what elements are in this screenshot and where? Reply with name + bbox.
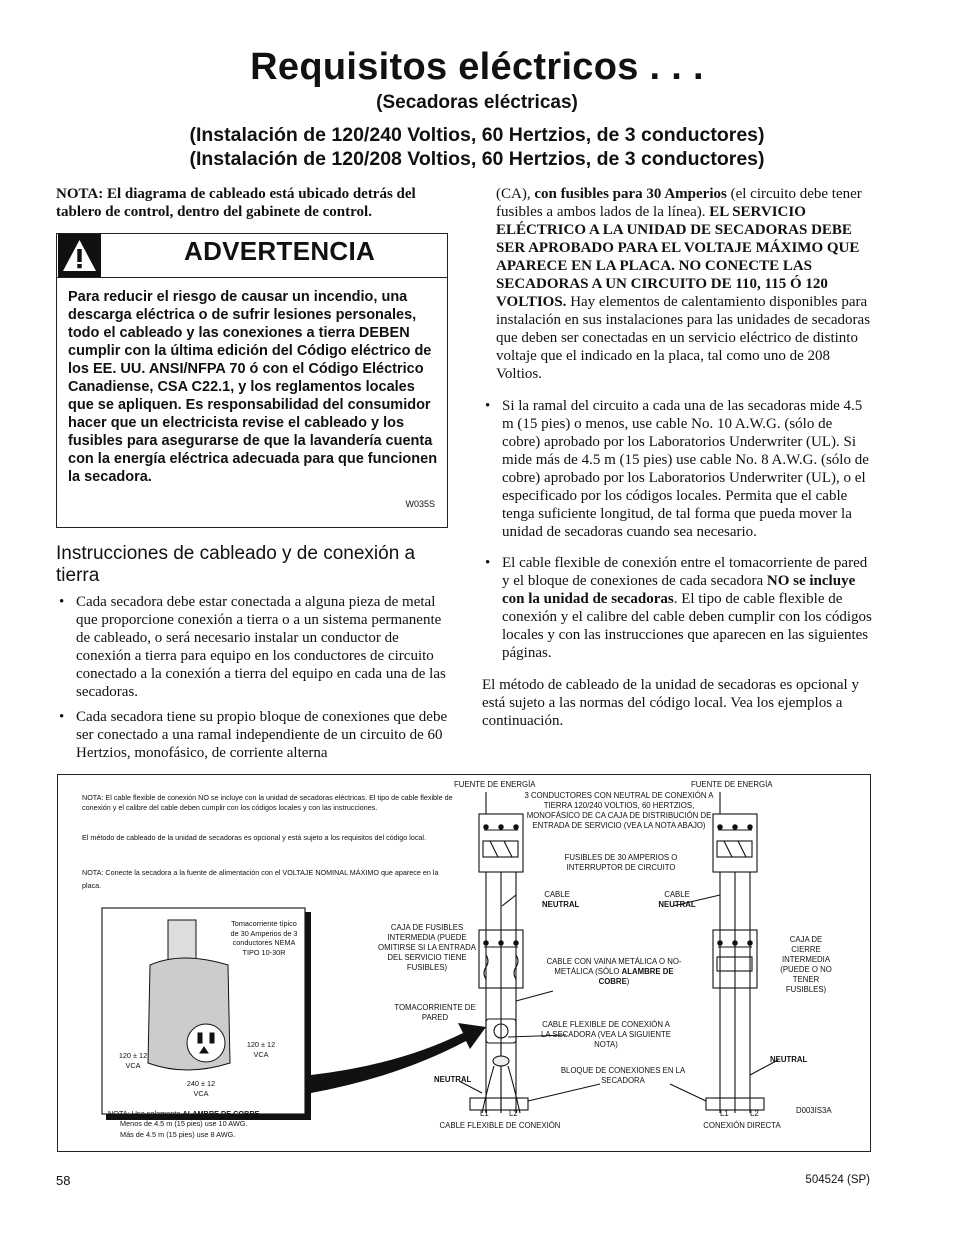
warning-title: ADVERTENCIA — [184, 236, 376, 266]
wall-outlet-label: TOMACORRIENTE DE PARED — [394, 1003, 476, 1022]
neutral-cable-left-label — [542, 890, 580, 910]
diagram-code: D003IS3A — [796, 1106, 832, 1115]
text-run-bold: ALAMBRE DE COBRE — [598, 967, 674, 986]
closure-box-label: CAJA DE CIERRE INTERMEDIA (PUEDE O NO TENER FUSIBLES) — [780, 935, 832, 994]
text-run-bold: EL SERVICIO ELÉCTRICO A LA UNIDAD DE SECADORAS DEBE SER APROBADO PARA EL VOLTAJE MÁXIMO QUE APARECE EN LA PLACA. NO CONECTE LAS SECADORAS A UN CIRCUITO DE 110, 115 Ó 120 VOLTIOS. — [496, 204, 860, 310]
continued-paragraph — [482, 185, 872, 383]
power-source-left: FUENTE DE ENERGÍA — [454, 780, 536, 789]
l1-right-label: L1 — [720, 1109, 729, 1118]
copper-wire-note — [108, 1109, 388, 1119]
warning-text: Para reducir el riesgo de causar un incendio, una descarga eléctrica o de sufrir lesiones personales, todo el cableado y las conexiones a tierra DEBEN cumplir con la última edición del Código eléctrico de los EE. UU. ANSI/NFPA 70 ó con el Código Eléctrico Canadiense, CSA C22.1, y los reglamentos locales que se apliquen. Es responsabilidad del consumidor hacer que un electricista revise el cableado y los fusibles para asegurarse de que la lavandería cuenta con la energía eléctrica adecuada para que funcionen la secadora. — [68, 289, 438, 485]
text-run-bold: ALAMBRE DE COBRE — [182, 1109, 260, 1118]
list-item: • Cada secadora tiene su propio bloque de conexiones que debe ser conectado a una ramal independiente de un circuito de 60 Hertzios, monofásico, de corriente alterna — [59, 709, 448, 761]
text-run: (el circuito debe tener fusibles a ambos lados de la línea). — [496, 186, 862, 220]
text-run: . — [259, 1109, 262, 1118]
receptacle-label: Tomacorriente típico de 30 Amperios de 3 conductores NEMA TIPO 10-30R — [230, 919, 298, 957]
l2-right-label: L2 — [750, 1109, 759, 1118]
page-number: 58 — [56, 1173, 71, 1188]
install-line-240: (Instalación de 120/240 Voltios, 60 Hertzios, de 3 conductores) — [189, 124, 765, 146]
install-line-208: (Instalación de 120/208 Voltios, 60 Hertzios, de 3 conductores) — [189, 148, 765, 170]
copper-wire-note-line3: Más de 4.5 m (15 pies) use 8 AWG. — [120, 1130, 236, 1139]
text-run: El cable flexible de conexión entre el tomacorriente de pared y el bloque de conexiones de cada secadora — [502, 555, 868, 589]
text-run-bold: NO se incluye con la unidad de secadoras — [502, 573, 856, 607]
warning-box — [56, 233, 448, 528]
list-item: • El cable flexible de conexión entre el tomacorriente de pared y el bloque de conexiones de cada secadora NO se incluye con la unidad de secadoras. El tipo de cable flexible de conexión y el calibre del cable deben cumplir con los códigos locales y con las instrucciones que aparecen en las siguientes páginas. — [485, 555, 872, 661]
neutral-cable-right-label — [652, 890, 702, 910]
text-line: NEUTRAL — [542, 900, 580, 909]
sheathed-cable-label — [544, 957, 684, 987]
closing-paragraph: El método de cableado de la unidad de secadoras es opcional y está sujeto a las normas del código local. Vea los ejemplos a continuación. — [482, 677, 859, 729]
page-title: Requisitos eléctricos . . . — [250, 46, 704, 88]
fuse-30a-label: FUSIBLES DE 30 AMPERIOS O INTERRUPTOR DE CIRCUITO — [564, 853, 678, 872]
text-run: . El tipo de cable flexible de conexión y el calibre del cable deben cumplir con los códigos locales y con las instrucciones que aparecen en las siguientes páginas. — [502, 591, 872, 661]
list-item: • Cada secadora debe estar conectada a alguna pieza de metal que proporcione conexión a tierra o a un sistema permanente de cableado, o será necesario instalar un conductor de conexión a tierra para equipo en los conductores de circuito conectado a la conexión a tierra del equipo en cada una de las secadoras. — [59, 594, 446, 700]
bullet-text: Cada secadora tiene su propio bloque de conexiones que debe ser conectado a una ramal independiente de un circuito de 60 Hertzios, monofásico, de corriente alterna — [76, 709, 448, 761]
l2-left-label: L2 — [509, 1109, 518, 1118]
text-line: CABLE — [544, 890, 570, 899]
flex-cable-label: CABLE FLEXIBLE DE CONEXIÓN A LA SECADORA (VEA LA SIGUIENTE NOTA) — [541, 1020, 671, 1049]
text-line: NEUTRAL — [658, 900, 696, 909]
power-source-right: FUENTE DE ENERGÍA — [691, 780, 773, 789]
neutral-right-label: NEUTRAL — [770, 1055, 808, 1064]
flex-cable-caption: CABLE FLEXIBLE DE CONEXIÓN — [439, 1121, 561, 1130]
wiring-diagram — [57, 774, 871, 1152]
list-item: • Si la ramal del circuito a cada una de las secadoras mide 4.5 m (15 pies) o menos, use cable No. 10 A.W.G. (sólo de cobre) aprobado por los Laboratorios Underwriter (UL). Si mide más de 4.5 m (15 pies) use cable No. 8 A.W.G. (sólo de cobre) aprobado por los Laboratorios Underwriter (UL), o el especificado por los códigos locales. Permita que el cable tenga suficiente longitud, de tal forma que pueda mover la unidad de secadoras cuando sea necesario. — [485, 398, 869, 540]
left-column — [56, 185, 448, 769]
terminal-block-label: BLOQUE DE CONEXIONES EN LA SECADORA — [560, 1066, 686, 1085]
text-run: Hay elementos de calentamiento disponibles para instalación en sus instalaciones para las unidades de secadoras que deben ser conectadas en un servicio eléctrico de distinto voltaje que el indicado en la placa, tal como uno de 208 Voltios. — [496, 294, 871, 382]
section-heading: Instrucciones de cableado y de conexión a tierra — [56, 543, 416, 586]
text-run-bold: con fusibles para 30 Amperios — [534, 186, 727, 202]
warning-code: W035S — [405, 499, 435, 509]
direct-connection-caption: CONEXIÓN DIRECTA — [703, 1121, 781, 1130]
diagram-note-method: El método de cableado de la unidad de secadoras es opcional y está sujeto a los requisitos del código local. — [82, 833, 427, 842]
page-subtitle: (Secadoras eléctricas) — [376, 92, 578, 113]
warning-triangle-icon — [58, 234, 101, 277]
copper-wire-note-line2: Menos de 4.5 m (15 pies) use 10 AWG. — [120, 1119, 248, 1128]
right-column — [482, 185, 872, 738]
voltage-240: 240 ± 12 VCA — [186, 1079, 216, 1098]
voltage-120-right: 120 ± 12 VCA — [246, 1040, 276, 1059]
warning-header — [57, 234, 447, 278]
text-run: NOTA: Use solamente — [108, 1109, 183, 1118]
three-conductor-label: 3 CONDUCTORES CON NEUTRAL DE CONEXIÓN A TIERRA 120/240 VOLTIOS, 60 HERTZIOS, MONOFÁSICO DE CA CAJA DE DISTRIBUCIÓN DE ENTRADA DE SERVICIO (VEA LA NOTA ABAJO) — [524, 791, 714, 830]
voltage-120-left: 120 ± 12 VCA — [118, 1051, 148, 1070]
intermediate-fuse-box-label: CAJA DE FUSIBLES INTERMEDIA (PUEDE OMITIRSE SI LA ENTRADA DEL SERVICIO TIENE FUSIBLES) — [378, 923, 476, 972]
diagram-note-flex-cable: NOTA: El cable flexible de conexión NO se incluye con la unidad de secadoras eléctricas. El tipo de cable flexible de conexión y el calibre del cable deben cumplir con los códigos locales y con las instrucciones. — [82, 793, 453, 812]
bullet-text: Si la ramal del circuito a cada una de las secadoras mide 4.5 m (15 pies) o menos, use cable No. 10 A.W.G. (sólo de cobre) aprobado por los Laboratorios Underwriter (UL). Si mide más de 4.5 m (15 pies) use cable No. 8 A.W.G. (sólo de cobre) aprobado por los Laboratorios Underwriter (UL), o el especificado por los códigos locales. Permita que el cable tenga suficiente longitud, de tal forma que pueda mover la unidad de secadoras cuando sea necesario. — [502, 398, 869, 540]
text-run: (CA), — [496, 186, 535, 202]
l1-left-label: L1 — [480, 1109, 489, 1118]
text-run: CABLE CON VAINA METÁLICA O NO-METÁLICA (SÓLO — [546, 957, 682, 976]
text-run: ) — [626, 977, 630, 986]
bullet-text: Cada secadora debe estar conectada a alguna pieza de metal que proporcione conexión a tierra o a un sistema permanente de cableado, o será necesario instalar un conductor de conexión a tierra para equipo en los conductores de circuito conectado a la conexión a tierra del equipo en cada una de las secadoras. — [76, 594, 446, 700]
neutral-left-label: NEUTRAL — [434, 1075, 472, 1084]
text-line: CABLE — [664, 890, 690, 899]
wiring-diagram-note: NOTA: El diagrama de cableado está ubicado detrás del tablero de control, dentro del gabinete de control. — [56, 186, 416, 220]
document-number: 504524 (SP) — [805, 1174, 870, 1186]
diagram-note-voltage: NOTA: Conecte la secadora a la fuente de alimentación con el VOLTAJE NOMINAL MÁXIMO que aparece en la placa. — [82, 868, 439, 890]
